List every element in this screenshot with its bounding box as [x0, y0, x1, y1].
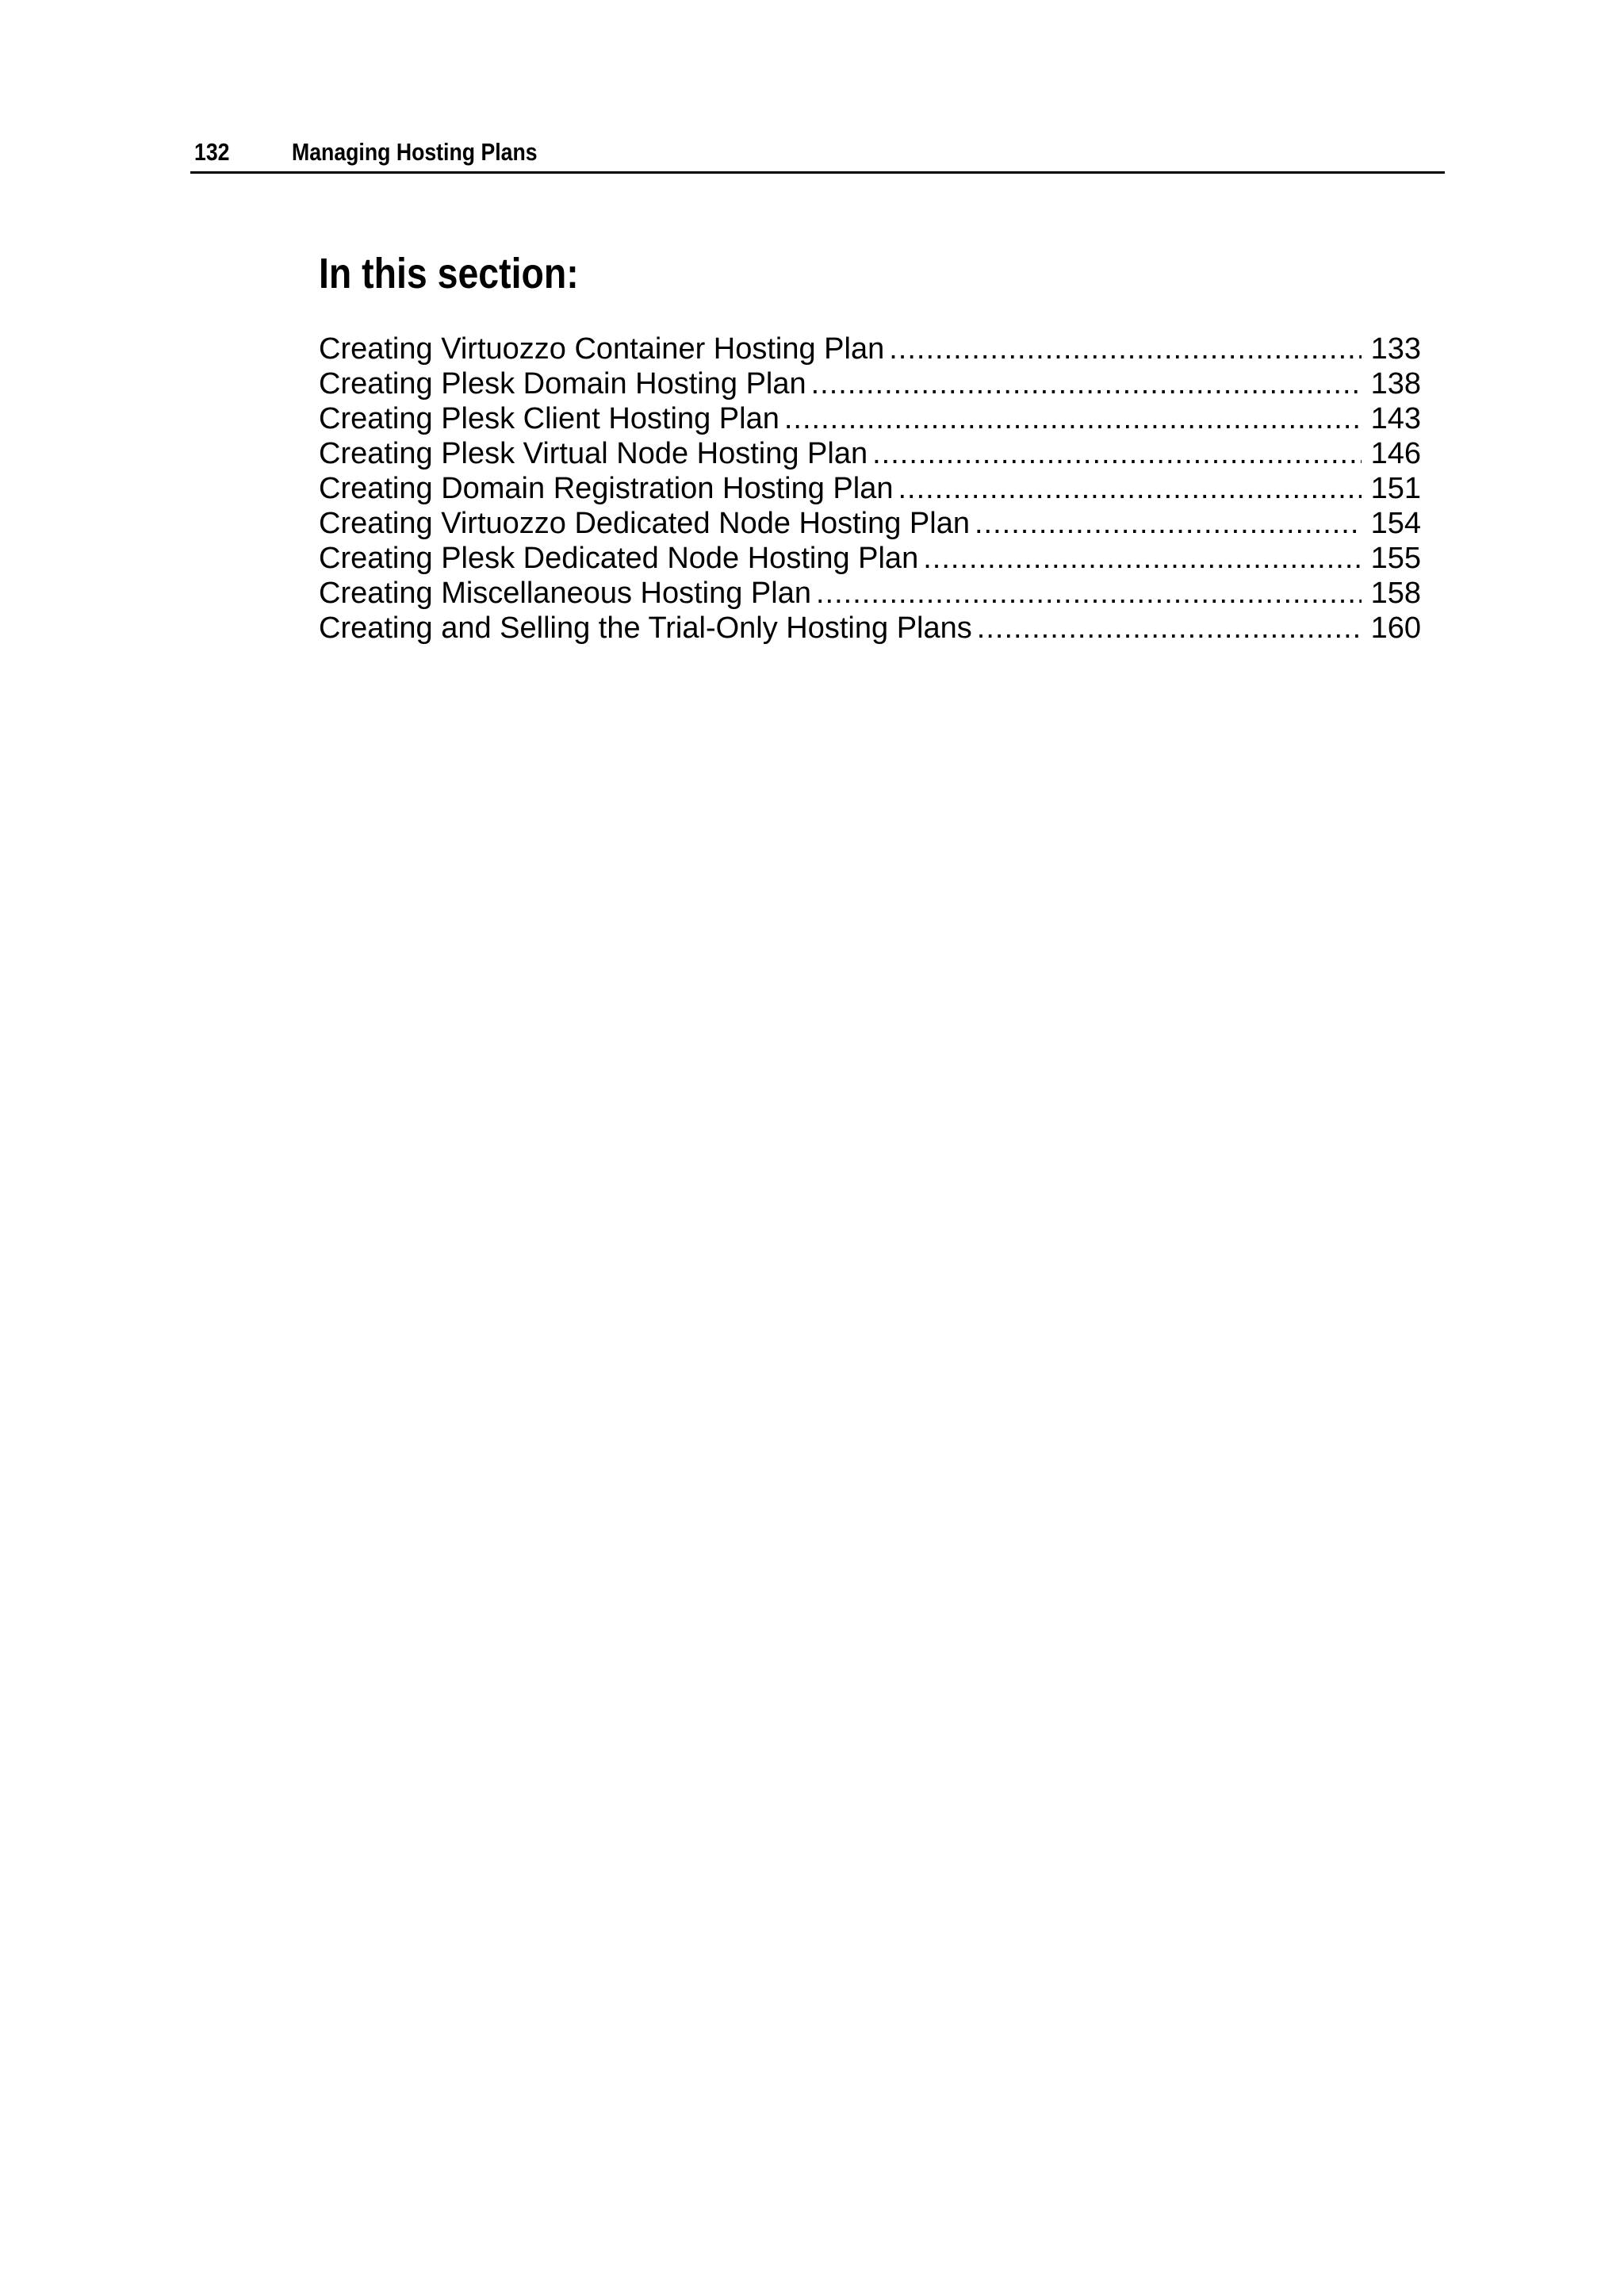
table-of-contents — [319, 332, 1421, 646]
dot-leader — [816, 576, 1362, 611]
chapter-title: Managing Hosting Plans — [292, 138, 538, 166]
toc-entry-title: Creating Virtuozzo Dedicated Node Hosting Plan — [319, 507, 970, 540]
dot-leader — [811, 366, 1362, 401]
dot-leader — [977, 611, 1362, 646]
toc-entry-page: 151 — [1370, 472, 1421, 505]
dot-leader — [975, 506, 1362, 541]
toc-entry-title: Creating and Selling the Trial-Only Hosting Plans — [319, 611, 972, 645]
page-number: 132 — [194, 138, 230, 166]
dot-leader — [923, 541, 1361, 576]
toc-entry-page: 160 — [1370, 611, 1421, 645]
dot-leader — [784, 401, 1362, 436]
toc-entry[interactable] — [319, 576, 1421, 611]
toc-entry-page: 138 — [1370, 367, 1421, 401]
toc-entry[interactable] — [319, 401, 1421, 436]
toc-entry[interactable] — [319, 611, 1421, 646]
toc-entry-title: Creating Plesk Domain Hosting Plan — [319, 367, 806, 401]
toc-entry[interactable] — [319, 471, 1421, 506]
toc-entry-title: Creating Domain Registration Hosting Plan — [319, 472, 894, 505]
toc-entry-page: 155 — [1370, 542, 1421, 575]
toc-entry[interactable] — [319, 541, 1421, 576]
toc-entry-page: 133 — [1370, 332, 1421, 366]
dot-leader — [898, 471, 1361, 506]
running-header — [190, 133, 1445, 174]
toc-entry[interactable] — [319, 332, 1421, 366]
toc-entry-page: 154 — [1370, 507, 1421, 540]
toc-entry-page: 143 — [1370, 402, 1421, 435]
toc-entry[interactable] — [319, 506, 1421, 541]
toc-entry-page: 158 — [1370, 577, 1421, 610]
toc-entry-title: Creating Virtuozzo Container Hosting Plan — [319, 332, 885, 366]
toc-entry-title: Creating Plesk Virtual Node Hosting Plan — [319, 437, 868, 470]
toc-entry-title: Creating Plesk Dedicated Node Hosting Plan — [319, 542, 919, 575]
toc-entry-title: Creating Miscellaneous Hosting Plan — [319, 577, 811, 610]
toc-entry[interactable] — [319, 436, 1421, 471]
toc-entry-title: Creating Plesk Client Hosting Plan — [319, 402, 779, 435]
section-heading: In this section: — [319, 250, 579, 297]
dot-leader — [889, 332, 1361, 366]
toc-entry-page: 146 — [1370, 437, 1421, 470]
dot-leader — [872, 436, 1361, 471]
toc-entry[interactable] — [319, 366, 1421, 401]
